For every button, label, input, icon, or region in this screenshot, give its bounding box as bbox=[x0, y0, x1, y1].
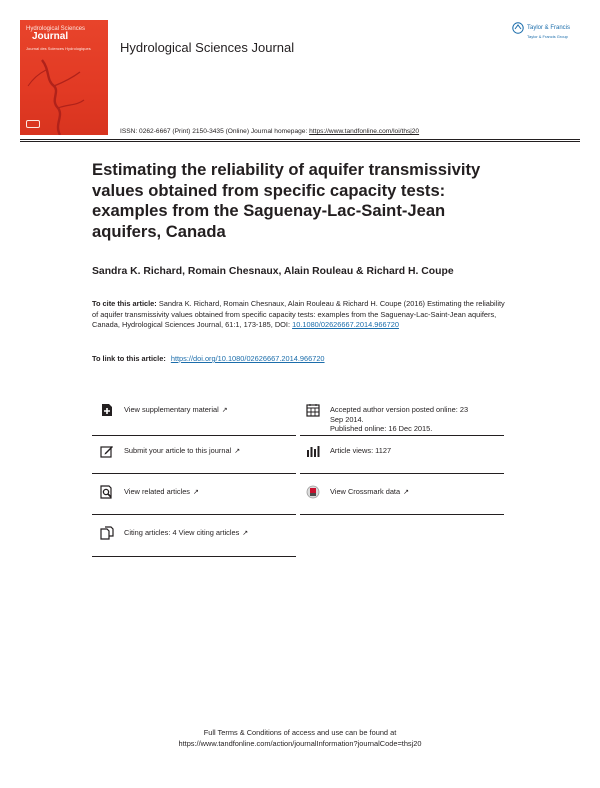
supplementary-label: View supplementary material bbox=[124, 405, 219, 414]
publisher-logo[interactable] bbox=[512, 16, 570, 39]
copy-documents-icon bbox=[100, 526, 114, 540]
article-views-info bbox=[306, 444, 504, 458]
bar-chart-icon bbox=[306, 444, 320, 458]
citation-block bbox=[92, 299, 512, 331]
citation-label: To cite this article: bbox=[92, 299, 159, 308]
header-rule-bottom bbox=[20, 141, 580, 142]
issn-line bbox=[120, 128, 419, 135]
grid-divider bbox=[92, 514, 296, 515]
published-online: Published online: 16 Dec 2015. bbox=[330, 424, 433, 433]
journal-homepage-link[interactable]: https://www.tandfonline.com/loi/thsj20 bbox=[309, 128, 420, 135]
article-link-label: To link to this article: bbox=[92, 354, 168, 363]
search-document-icon bbox=[100, 485, 114, 499]
grid-divider bbox=[300, 473, 504, 474]
submit-article-link[interactable] bbox=[100, 444, 290, 458]
submit-label: Submit your article to this journal bbox=[124, 446, 232, 455]
external-link-icon: ↗ bbox=[221, 407, 228, 414]
edit-pencil-icon bbox=[100, 444, 114, 458]
grid-divider bbox=[92, 556, 296, 557]
journal-cover bbox=[20, 20, 108, 135]
supplementary-material-link[interactable] bbox=[100, 403, 290, 417]
calendar-icon bbox=[306, 403, 320, 417]
cover-series-label: Hydrological Sciences bbox=[26, 26, 86, 32]
article-views: Article views: 1127 bbox=[330, 446, 392, 455]
accepted-line-1: Accepted author version posted online: 23 bbox=[330, 405, 469, 414]
crossmark-icon bbox=[306, 485, 320, 499]
article-title: Estimating the reliability of aquifer transmissivity values obtained from specific capacity tests: examples from the Saguenay-Lac-Saint-Jean aquifers, Canada bbox=[92, 160, 481, 241]
grid-divider bbox=[300, 514, 504, 515]
related-articles-link[interactable] bbox=[100, 485, 290, 499]
citing-label: Citing articles: 4 View citing articles bbox=[124, 528, 240, 537]
header-rule-top bbox=[20, 139, 580, 140]
issn-text: ISSN: 0262-6667 (Print) 2150-3435 (Online) Journal homepage: bbox=[120, 128, 310, 135]
terms-footer bbox=[0, 727, 600, 749]
publisher-name: Taylor & Francis bbox=[527, 25, 571, 31]
article-doi-link[interactable]: https://doi.org/10.1080/02626667.2014.966720 bbox=[170, 354, 325, 363]
cover-subtitle: Journal des Sciences Hydrologiques bbox=[26, 46, 91, 51]
external-link-icon: ↗ bbox=[234, 448, 241, 455]
citing-articles-link[interactable] bbox=[100, 526, 290, 540]
crossmark-link[interactable] bbox=[306, 485, 504, 499]
cover-journal-word: Journal bbox=[32, 31, 69, 42]
terms-link[interactable]: https://www.tandfonline.com/action/journalInformation?journalCode=thsj20 bbox=[178, 739, 422, 748]
article-authors: Sandra K. Richard, Romain Chesnaux, Alain Rouleau & Richard H. Coupe bbox=[92, 266, 454, 277]
related-label: View related articles bbox=[124, 487, 190, 496]
grid-divider bbox=[300, 435, 504, 436]
publisher-tf-icon bbox=[512, 22, 524, 34]
crossmark-label: View Crossmark data bbox=[330, 487, 401, 496]
publisher-group: Taylor & Francis Group bbox=[527, 34, 568, 39]
accepted-line-2: Sep 2014. bbox=[330, 414, 364, 424]
grid-divider bbox=[92, 435, 296, 436]
accepted-version-info bbox=[306, 403, 504, 434]
citation-doi-link[interactable]: 10.1080/02626667.2014.966720 bbox=[292, 320, 399, 329]
external-link-icon: ↗ bbox=[242, 530, 249, 537]
cover-publisher-logo bbox=[26, 120, 40, 128]
grid-divider bbox=[92, 473, 296, 474]
journal-title: Hydrological Sciences Journal bbox=[120, 40, 295, 55]
article-link-line bbox=[92, 354, 325, 363]
external-link-icon: ↗ bbox=[403, 489, 409, 496]
add-document-icon bbox=[100, 403, 114, 417]
external-link-icon: ↗ bbox=[193, 489, 199, 496]
terms-text: Full Terms & Conditions of access and use can be found at bbox=[203, 728, 397, 737]
citation-text: Sandra K. Richard, Romain Chesnaux, Alain Rouleau & Richard H. Coupe (2016) Estimating the reliability of aquifer transmissivity values obtained from specific capacity tests: examples from the Saguenay-Lac-Saint-Jean aquifers, Canada, Hydrological Sciences Journal, 61:1, 173-185, DOI: bbox=[92, 299, 505, 329]
